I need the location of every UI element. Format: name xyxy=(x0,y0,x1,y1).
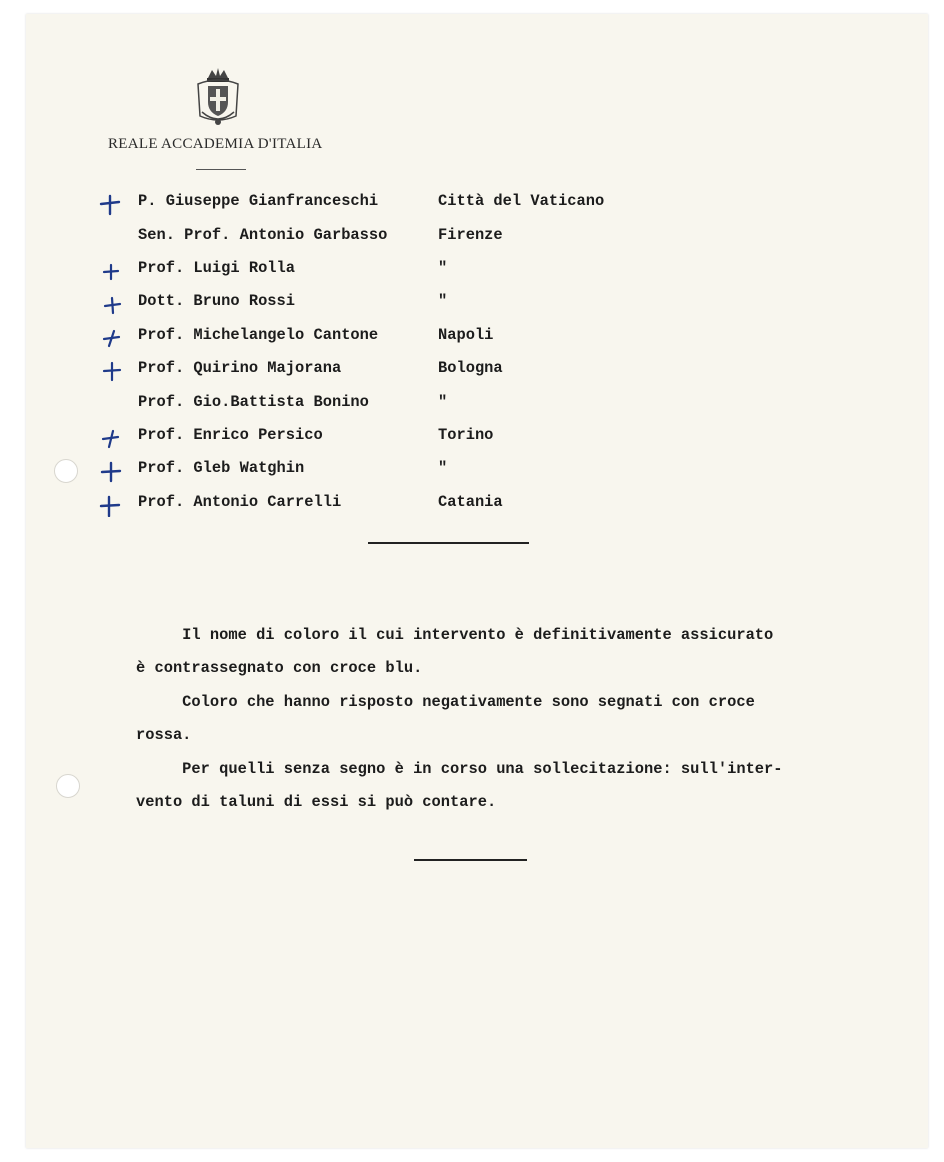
letterhead-title: REALE ACCADEMIA D'ITALIA xyxy=(108,136,323,152)
participant-name: Prof. Antonio Carrelli xyxy=(138,493,342,511)
participant-city: Napoli xyxy=(438,326,494,344)
blue-cross-mark-icon xyxy=(98,192,122,216)
blue-cross-mark-icon xyxy=(98,493,122,517)
participant-name: Prof. Gio.Battista Bonino xyxy=(138,393,369,411)
participant-city: Bologna xyxy=(438,359,503,377)
note-paragraph-line: è contrassegnato con croce blu. xyxy=(136,659,423,677)
note-paragraph-line: rossa. xyxy=(136,726,192,744)
coat-of-arms-emblem xyxy=(192,66,244,128)
closing-divider xyxy=(414,859,527,861)
participant-city: Catania xyxy=(438,493,503,511)
note-paragraph-line: Coloro che hanno risposto negativamente sono segnati con croce xyxy=(136,693,755,711)
punch-hole xyxy=(56,774,80,798)
participant-name: Prof. Luigi Rolla xyxy=(138,259,296,277)
blue-cross-mark-icon xyxy=(98,459,122,483)
participant-name: Prof. Gleb Watghin xyxy=(138,459,305,477)
participant-city: " xyxy=(438,259,448,277)
participant-name: Prof. Enrico Persico xyxy=(138,426,323,444)
blue-cross-mark-icon xyxy=(98,292,122,316)
participant-name: Dott. Bruno Rossi xyxy=(138,292,296,310)
participant-city: " xyxy=(438,459,448,477)
letterhead-rule xyxy=(196,169,246,170)
blue-cross-mark-icon xyxy=(98,426,122,450)
participant-city: " xyxy=(438,393,448,411)
participant-city: " xyxy=(438,292,448,310)
participant-name: Prof. Michelangelo Cantone xyxy=(138,326,379,344)
note-paragraph-line: Il nome di coloro il cui intervento è definitivamente assicurato xyxy=(136,626,774,644)
blue-cross-mark-icon xyxy=(98,326,122,350)
participant-name: P. Giuseppe Gianfranceschi xyxy=(138,192,379,210)
participant-city: Firenze xyxy=(438,226,503,244)
participant-name: Sen. Prof. Antonio Garbasso xyxy=(138,226,388,244)
note-paragraph-line: vento di taluni di essi si può contare. xyxy=(136,793,497,811)
section-divider xyxy=(368,542,529,544)
punch-hole xyxy=(54,459,78,483)
participant-city: Città del Vaticano xyxy=(438,192,605,210)
note-paragraph-line: Per quelli senza segno è in corso una sollecitazione: sull'inter- xyxy=(136,760,783,778)
participant-city: Torino xyxy=(438,426,494,444)
blue-cross-mark-icon xyxy=(98,359,122,383)
blue-cross-mark-icon xyxy=(98,259,122,283)
document-page xyxy=(26,14,928,1148)
participant-name: Prof. Quirino Majorana xyxy=(138,359,342,377)
